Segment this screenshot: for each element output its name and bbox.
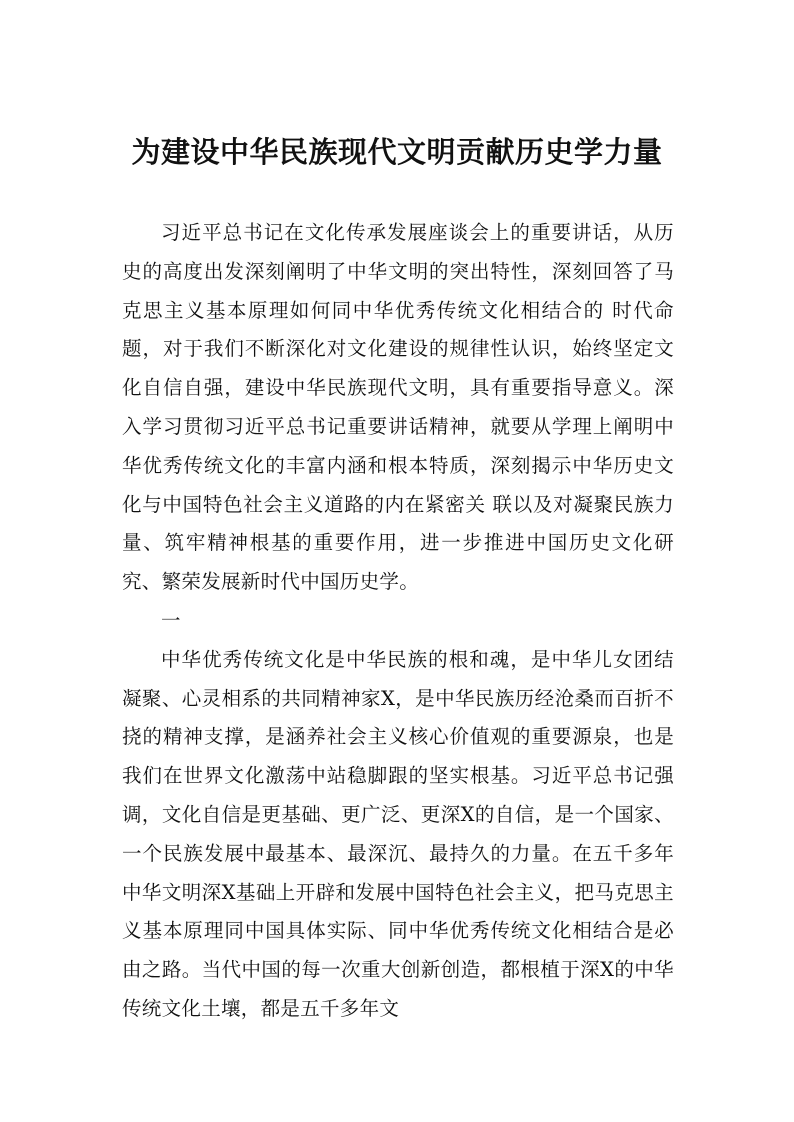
paragraph-intro: 习近平总书记在文化传承发展座谈会上的重要讲话，从历史的高度出发深刻阐明了中华文明的突出特性，深刻回答了马克思主义基本原理如何同中华优秀传统文化相结合的 时代命题，对于我们不断深化对文化建设的规律性认识，始终坚定文化自信自强，建设中华民族现代文明，具有重要指导意义。深入学习贯彻习近平总书记重要讲话精神，就要从学理上阐明中华优秀传统文化的丰富内涵和根本特质，深刻揭示中华历史文化与中国特色社会主义道路的内在紧密关 联以及对凝聚民族力量、筑牢精神根基的重要作用，进一步推进中国历史文化研究、繁荣发展新时代中国历史学。 [122, 221, 674, 594]
document-title: 为建设中华民族现代文明贡献历史学力量 [131, 135, 663, 169]
section-number-one: 一 [161, 608, 181, 632]
paragraph-section-one: 中华优秀传统文化是中华民族的根和魂，是中华儿女团结凝聚、心灵相系的共同精神家X，是中华民族历经沧桑而百折不挠的精神支撑，是涵养社会主义核心价值观的重要源泉，也是我们在世界文化激荡中站稳脚跟的坚实根基。习近平总书记强调，文化自信是更基础、更广泛、更深X的自信，是一个国家、一个民族发展中最基本、最深沉、最持久的力量。在五千多年中华文明深X基础上开辟和发展中国特色社会主义，把马克思主义基本原理同中国具体实际、同中华优秀传统文化相结合是必由之路。当代中国的每一次重大创新创造，都根植于深X的中华传统文化土壤，都是五千多年文 [122, 647, 674, 1020]
document-body [122, 214, 674, 1029]
